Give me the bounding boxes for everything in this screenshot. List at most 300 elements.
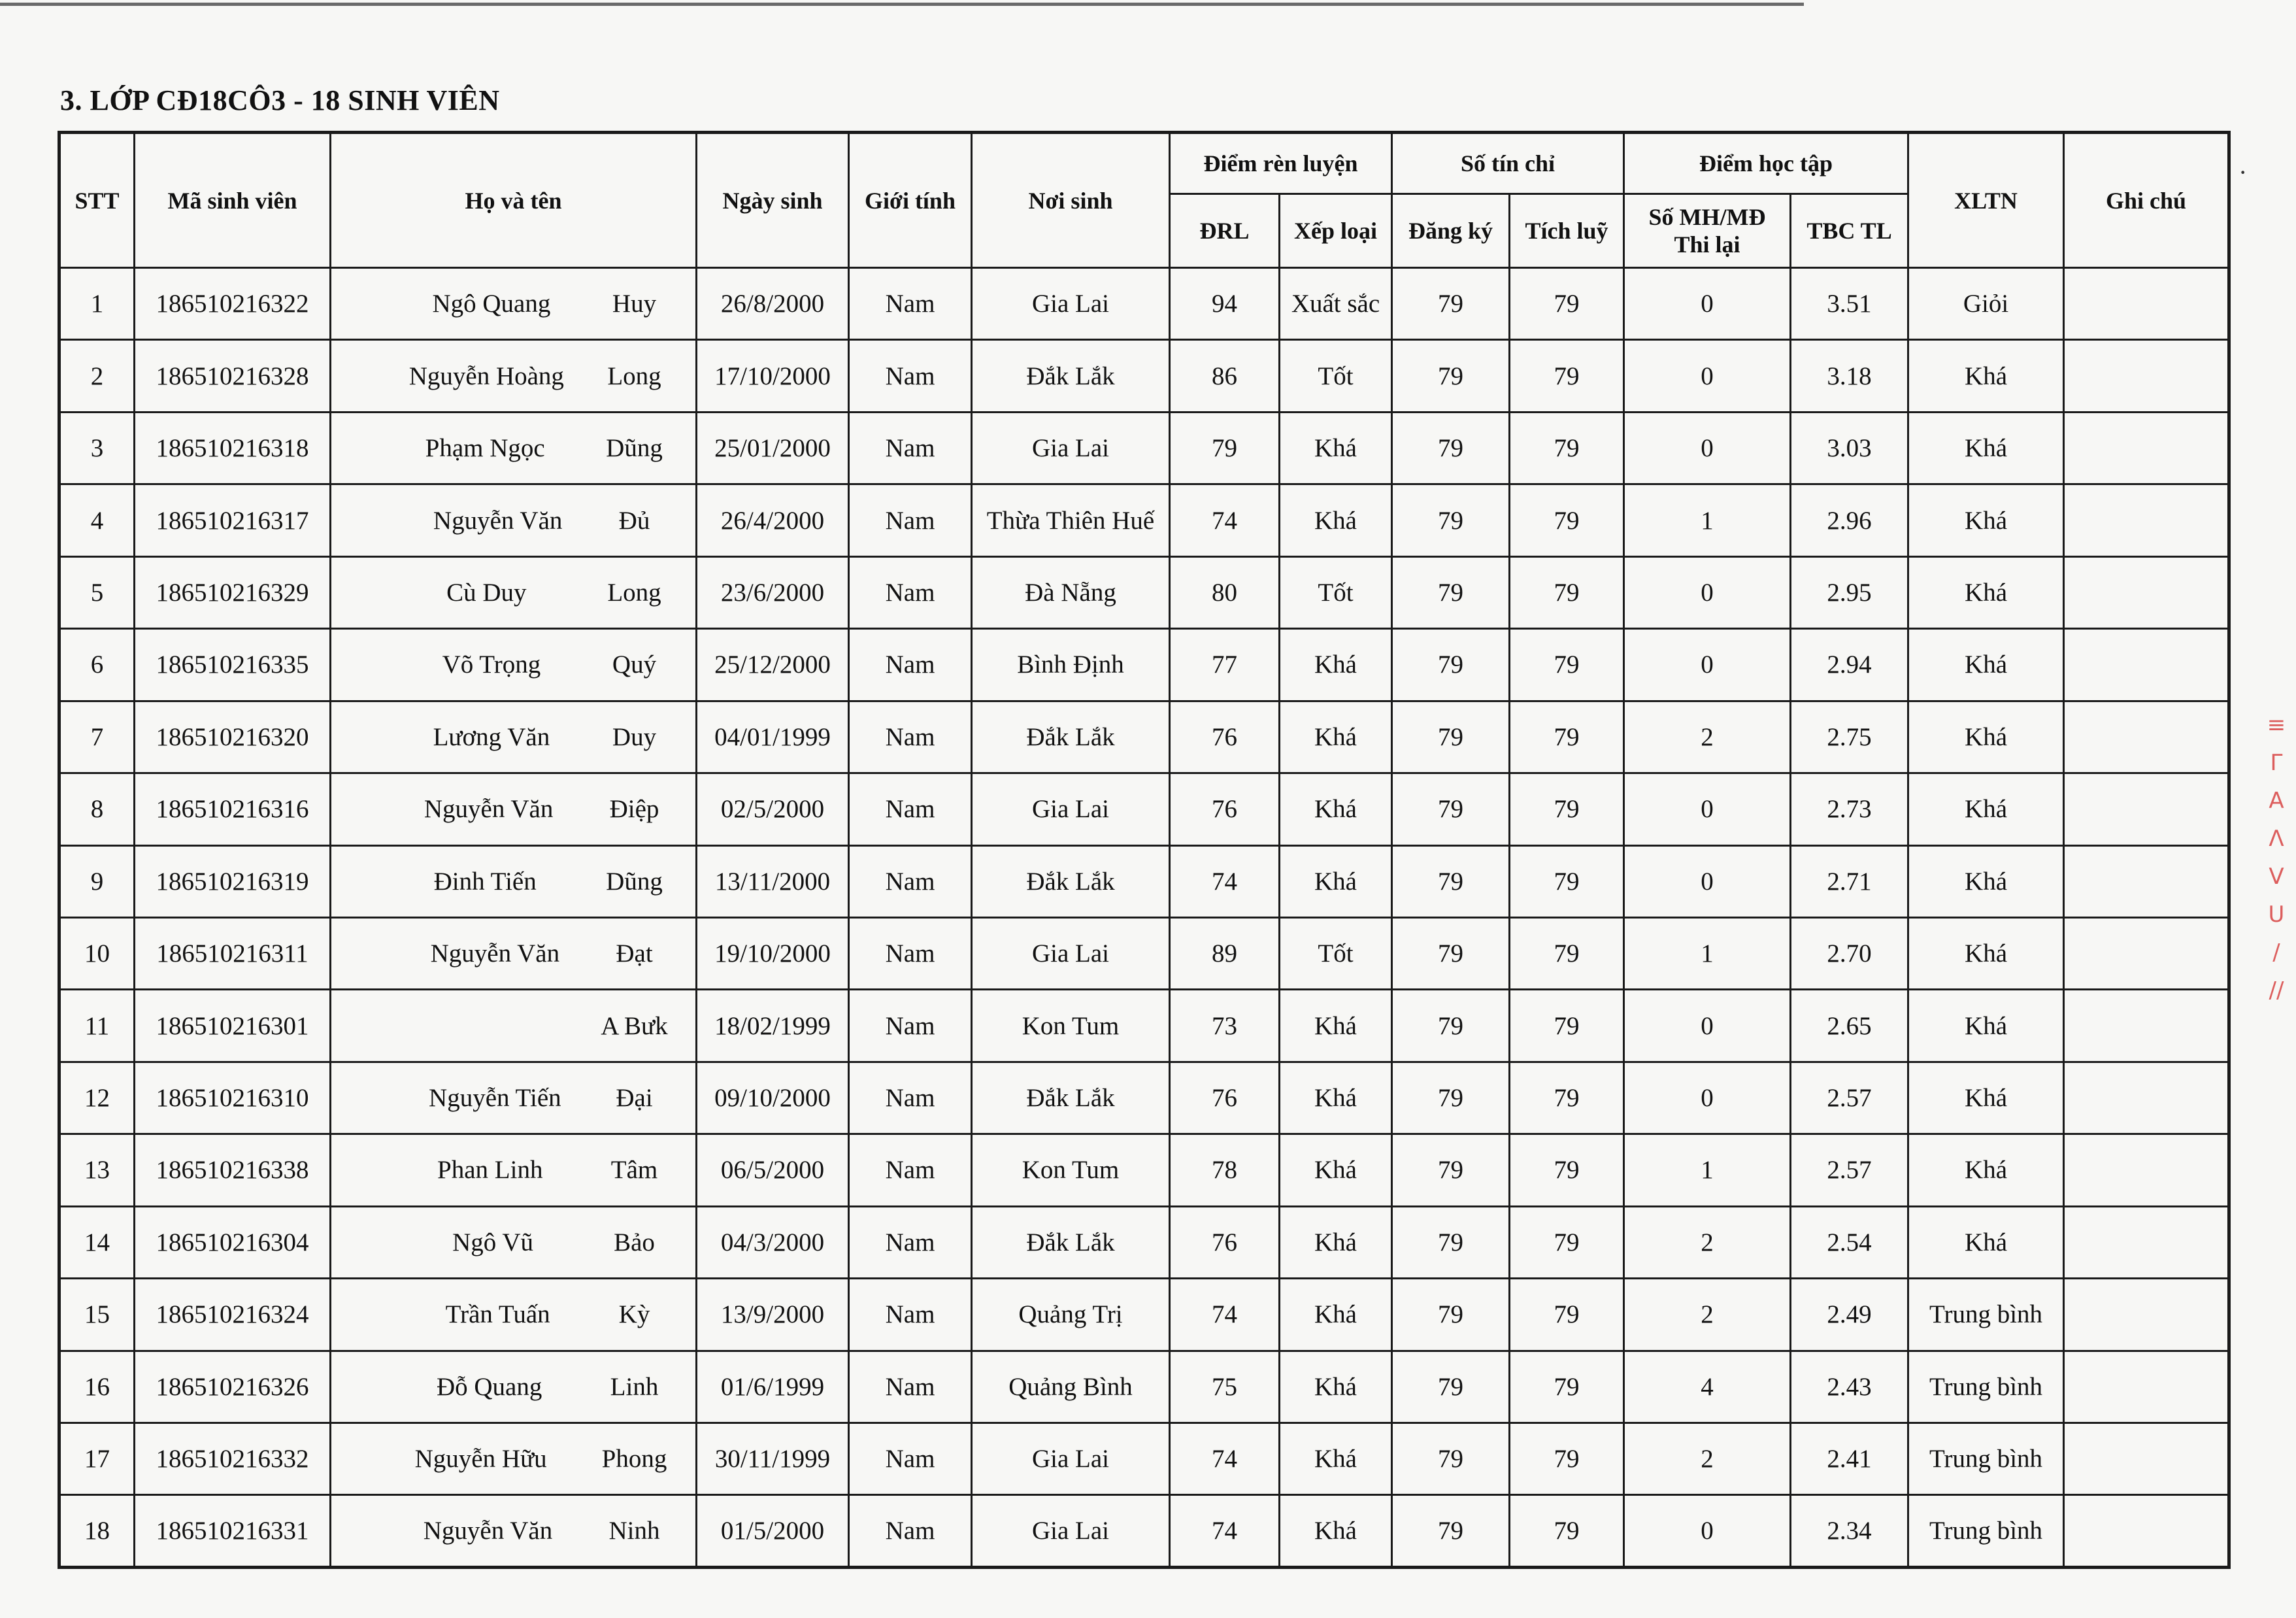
cell-conduct-rank: Khá [1280, 1206, 1392, 1278]
cell-notes [2064, 1134, 2229, 1206]
cell-student-id: 186510216335 [135, 629, 331, 701]
cell-accumulated-credits: 79 [1510, 340, 1624, 412]
cell-conduct-rank: Khá [1280, 845, 1392, 917]
cell-birthplace: Gia Lai [972, 1423, 1170, 1495]
cell-retake-count: 1 [1624, 484, 1791, 556]
table-row [59, 1206, 2229, 1278]
cell-accumulated-credits: 79 [1510, 412, 1624, 484]
cell-conduct-rank: Khá [1280, 484, 1392, 556]
cell-graduation-rank: Khá [1908, 412, 2064, 484]
cell-birth-date: 25/12/2000 [697, 629, 849, 701]
cell-given-name: Đại [616, 1084, 653, 1113]
cell-stt: 12 [59, 1062, 135, 1134]
cell-stt: 15 [59, 1279, 135, 1351]
header-retake-line1: Số MH/MĐ [1648, 204, 1766, 230]
cell-given-name: Ninh [608, 1517, 660, 1545]
cell-registered-credits: 79 [1392, 917, 1510, 989]
cell-drl: 79 [1170, 412, 1280, 484]
table-row [59, 1279, 2229, 1351]
cell-registered-credits: 79 [1392, 412, 1510, 484]
header-gpa: TBC TL [1791, 194, 1908, 268]
cell-accumulated-credits: 79 [1510, 556, 1624, 628]
cell-given-name: Duy [612, 722, 657, 751]
cell-notes [2064, 701, 2229, 773]
cell-full-name [331, 701, 697, 773]
cell-gender: Nam [849, 917, 972, 989]
cell-birthplace: Kon Tum [972, 990, 1170, 1062]
cell-graduation-rank: Khá [1908, 1062, 2064, 1134]
cell-surname: Phạm Ngọc [425, 434, 545, 463]
cell-accumulated-credits: 79 [1510, 1423, 1624, 1495]
cell-full-name [331, 268, 697, 340]
cell-birthplace: Thừa Thiên Huế [972, 484, 1170, 556]
cell-gpa: 3.03 [1791, 412, 1908, 484]
cell-registered-credits: 79 [1392, 268, 1510, 340]
cell-conduct-rank: Khá [1280, 412, 1392, 484]
cell-stt: 16 [59, 1351, 135, 1423]
cell-accumulated-credits: 79 [1510, 1206, 1624, 1278]
cell-surname: Lương Văn [433, 722, 550, 751]
cell-registered-credits: 79 [1392, 990, 1510, 1062]
cell-drl: 94 [1170, 268, 1280, 340]
cell-gender: Nam [849, 629, 972, 701]
cell-retake-count: 2 [1624, 1423, 1791, 1495]
cell-notes [2064, 556, 2229, 628]
cell-conduct-rank: Khá [1280, 990, 1392, 1062]
cell-conduct-rank: Xuất sắc [1280, 268, 1392, 340]
cell-student-id: 186510216332 [135, 1423, 331, 1495]
cell-stt: 7 [59, 701, 135, 773]
header-student-id: Mã sinh viên [135, 133, 331, 268]
cell-surname: Cù Duy [446, 578, 527, 607]
cell-drl: 86 [1170, 340, 1280, 412]
table-row [59, 773, 2229, 845]
cell-conduct-rank: Khá [1280, 1279, 1392, 1351]
cell-drl: 75 [1170, 1351, 1280, 1423]
cell-accumulated-credits: 79 [1510, 1279, 1624, 1351]
cell-birthplace: Đắk Lắk [972, 1206, 1170, 1278]
cell-notes [2064, 412, 2229, 484]
cell-graduation-rank: Trung bình [1908, 1495, 2064, 1568]
cell-full-name [331, 629, 697, 701]
table-row [59, 990, 2229, 1062]
cell-graduation-rank: Khá [1908, 917, 2064, 989]
header-graduation-rank: XLTN [1908, 133, 2064, 268]
cell-drl: 73 [1170, 990, 1280, 1062]
cell-accumulated-credits: 79 [1510, 1495, 1624, 1568]
cell-gpa: 3.18 [1791, 340, 1908, 412]
cell-retake-count: 0 [1624, 1062, 1791, 1134]
cell-birthplace: Đắk Lắk [972, 340, 1170, 412]
cell-gpa: 2.41 [1791, 1423, 1908, 1495]
cell-drl: 74 [1170, 1423, 1280, 1495]
cell-gpa: 2.73 [1791, 773, 1908, 845]
cell-accumulated-credits: 79 [1510, 268, 1624, 340]
cell-surname: Nguyễn Văn [423, 1517, 553, 1545]
cell-gpa: 2.34 [1791, 1495, 1908, 1568]
cell-gender: Nam [849, 556, 972, 628]
cell-drl: 89 [1170, 917, 1280, 989]
cell-graduation-rank: Trung bình [1908, 1423, 2064, 1495]
cell-surname: Đỗ Quang [436, 1372, 542, 1401]
cell-conduct-rank: Khá [1280, 701, 1392, 773]
cell-notes [2064, 340, 2229, 412]
cell-registered-credits: 79 [1392, 556, 1510, 628]
cell-retake-count: 0 [1624, 556, 1791, 628]
cell-given-name: Dũng [606, 434, 663, 463]
header-drl: ĐRL [1170, 194, 1280, 268]
cell-graduation-rank: Khá [1908, 484, 2064, 556]
header-conduct-score-group: Điểm rèn luyện [1170, 133, 1392, 194]
cell-notes [2064, 1423, 2229, 1495]
cell-student-id: 186510216318 [135, 412, 331, 484]
cell-notes [2064, 917, 2229, 989]
header-gender: Giới tính [849, 133, 972, 268]
cell-birth-date: 26/4/2000 [697, 484, 849, 556]
cell-birthplace: Đắk Lắk [972, 845, 1170, 917]
cell-given-name: Phong [601, 1445, 667, 1474]
cell-given-name: Bảo [614, 1228, 655, 1256]
cell-gender: Nam [849, 340, 972, 412]
cell-full-name [331, 1495, 697, 1568]
cell-registered-credits: 79 [1392, 629, 1510, 701]
cell-birth-date: 19/10/2000 [697, 917, 849, 989]
cell-gender: Nam [849, 484, 972, 556]
cell-full-name [331, 845, 697, 917]
cell-conduct-rank: Tốt [1280, 556, 1392, 628]
cell-surname: Nguyễn Văn [430, 939, 560, 968]
scan-mark: · [2238, 158, 2248, 187]
cell-graduation-rank: Khá [1908, 845, 2064, 917]
cell-conduct-rank: Tốt [1280, 340, 1392, 412]
cell-birthplace: Kon Tum [972, 1134, 1170, 1206]
cell-stt: 13 [59, 1134, 135, 1206]
cell-student-id: 186510216338 [135, 1134, 331, 1206]
cell-gender: Nam [849, 1134, 972, 1206]
cell-birthplace: Gia Lai [972, 412, 1170, 484]
cell-retake-count: 1 [1624, 917, 1791, 989]
cell-retake-count: 2 [1624, 1206, 1791, 1278]
cell-full-name [331, 1134, 697, 1206]
table-row [59, 917, 2229, 989]
cell-accumulated-credits: 79 [1510, 990, 1624, 1062]
cell-conduct-rank: Khá [1280, 1134, 1392, 1206]
cell-accumulated-credits: 79 [1510, 1062, 1624, 1134]
cell-birth-date: 23/6/2000 [697, 556, 849, 628]
table-row [59, 556, 2229, 628]
cell-graduation-rank: Khá [1908, 990, 2064, 1062]
cell-surname: Nguyễn Hữu [414, 1445, 547, 1474]
cell-given-name: Quý [612, 650, 657, 679]
cell-conduct-rank: Khá [1280, 773, 1392, 845]
cell-student-id: 186510216319 [135, 845, 331, 917]
cell-birthplace: Bình Định [972, 629, 1170, 701]
cell-notes [2064, 268, 2229, 340]
cell-drl: 74 [1170, 484, 1280, 556]
cell-accumulated-credits: 79 [1510, 629, 1624, 701]
cell-registered-credits: 79 [1392, 1062, 1510, 1134]
cell-birthplace: Gia Lai [972, 917, 1170, 989]
cell-registered-credits: 79 [1392, 1134, 1510, 1206]
header-conduct-rank: Xếp loại [1280, 194, 1392, 268]
cell-conduct-rank: Khá [1280, 1062, 1392, 1134]
cell-graduation-rank: Trung bình [1908, 1279, 2064, 1351]
cell-stt: 6 [59, 629, 135, 701]
cell-gpa: 2.49 [1791, 1279, 1908, 1351]
cell-drl: 77 [1170, 629, 1280, 701]
cell-birth-date: 30/11/1999 [697, 1423, 849, 1495]
cell-graduation-rank: Khá [1908, 629, 2064, 701]
cell-retake-count: 2 [1624, 1279, 1791, 1351]
cell-registered-credits: 79 [1392, 484, 1510, 556]
cell-notes [2064, 773, 2229, 845]
cell-given-name: Đạt [616, 939, 653, 968]
cell-graduation-rank: Trung bình [1908, 1351, 2064, 1423]
cell-notes [2064, 845, 2229, 917]
cell-birthplace: Đắk Lắk [972, 1062, 1170, 1134]
cell-surname: Ngô Quang [432, 290, 551, 318]
cell-given-name: Điệp [609, 795, 659, 824]
header-full-name: Họ và tên [331, 133, 697, 268]
cell-birthplace: Đà Nẵng [972, 556, 1170, 628]
cell-graduation-rank: Giỏi [1908, 268, 2064, 340]
cell-notes [2064, 990, 2229, 1062]
cell-surname: Nguyễn Văn [424, 795, 554, 824]
cell-birthplace: Quảng Bình [972, 1351, 1170, 1423]
cell-registered-credits: 79 [1392, 1495, 1510, 1568]
cell-birth-date: 01/5/2000 [697, 1495, 849, 1568]
cell-gender: Nam [849, 412, 972, 484]
cell-graduation-rank: Khá [1908, 701, 2064, 773]
cell-conduct-rank: Khá [1280, 629, 1392, 701]
cell-full-name [331, 1206, 697, 1278]
cell-drl: 74 [1170, 845, 1280, 917]
cell-birth-date: 25/01/2000 [697, 412, 849, 484]
cell-registered-credits: 79 [1392, 1206, 1510, 1278]
cell-stt: 3 [59, 412, 135, 484]
header-credits-group: Số tín chỉ [1392, 133, 1624, 194]
cell-birthplace: Gia Lai [972, 268, 1170, 340]
cell-student-id: 186510216310 [135, 1062, 331, 1134]
cell-graduation-rank: Khá [1908, 556, 2064, 628]
cell-given-name: Đủ [618, 506, 650, 535]
cell-given-name: Dũng [606, 867, 663, 896]
cell-full-name [331, 412, 697, 484]
cell-accumulated-credits: 79 [1510, 1351, 1624, 1423]
cell-full-name [331, 1062, 697, 1134]
student-results-table [58, 131, 2231, 1569]
cell-graduation-rank: Khá [1908, 1206, 2064, 1278]
cell-registered-credits: 79 [1392, 340, 1510, 412]
cell-surname: Võ Trọng [442, 650, 541, 679]
cell-birth-date: 04/3/2000 [697, 1206, 849, 1278]
cell-birth-date: 01/6/1999 [697, 1351, 849, 1423]
header-stt: STT [59, 133, 135, 268]
cell-student-id: 186510216301 [135, 990, 331, 1062]
cell-notes [2064, 1351, 2229, 1423]
cell-stt: 2 [59, 340, 135, 412]
cell-surname: Phan Linh [437, 1156, 543, 1185]
table-row [59, 845, 2229, 917]
cell-retake-count: 0 [1624, 990, 1791, 1062]
cell-registered-credits: 79 [1392, 1279, 1510, 1351]
cell-notes [2064, 629, 2229, 701]
cell-gpa: 2.96 [1791, 484, 1908, 556]
cell-conduct-rank: Khá [1280, 1351, 1392, 1423]
cell-surname: Trần Tuấn [445, 1300, 550, 1329]
cell-accumulated-credits: 79 [1510, 773, 1624, 845]
cell-given-name: Long [607, 362, 661, 390]
red-stamp-edge: ≡ Γ A Λ V U / // [2267, 712, 2286, 1003]
cell-gender: Nam [849, 990, 972, 1062]
cell-student-id: 186510216324 [135, 1279, 331, 1351]
cell-full-name [331, 1423, 697, 1495]
table-row [59, 1134, 2229, 1206]
cell-surname: Ngô Vũ [452, 1228, 534, 1256]
cell-birth-date: 06/5/2000 [697, 1134, 849, 1206]
cell-accumulated-credits: 79 [1510, 917, 1624, 989]
cell-stt: 8 [59, 773, 135, 845]
cell-full-name [331, 1351, 697, 1423]
cell-registered-credits: 79 [1392, 1351, 1510, 1423]
cell-student-id: 186510216316 [135, 773, 331, 845]
cell-notes [2064, 1062, 2229, 1134]
cell-notes [2064, 484, 2229, 556]
cell-conduct-rank: Khá [1280, 1495, 1392, 1568]
cell-student-id: 186510216311 [135, 917, 331, 989]
cell-birth-date: 09/10/2000 [697, 1062, 849, 1134]
cell-drl: 80 [1170, 556, 1280, 628]
cell-student-id: 186510216320 [135, 701, 331, 773]
cell-drl: 74 [1170, 1495, 1280, 1568]
cell-gpa: 2.57 [1791, 1134, 1908, 1206]
cell-drl: 76 [1170, 1206, 1280, 1278]
table-body [59, 268, 2229, 1568]
cell-given-name: Kỳ [618, 1300, 650, 1329]
cell-student-id: 186510216322 [135, 268, 331, 340]
cell-conduct-rank: Tốt [1280, 917, 1392, 989]
cell-gpa: 2.70 [1791, 917, 1908, 989]
cell-student-id: 186510216304 [135, 1206, 331, 1278]
cell-birthplace: Quảng Trị [972, 1279, 1170, 1351]
cell-retake-count: 0 [1624, 1495, 1791, 1568]
cell-given-name: Tâm [610, 1156, 658, 1185]
cell-gpa: 2.43 [1791, 1351, 1908, 1423]
cell-accumulated-credits: 79 [1510, 845, 1624, 917]
cell-stt: 10 [59, 917, 135, 989]
cell-birth-date: 13/11/2000 [697, 845, 849, 917]
cell-gender: Nam [849, 1495, 972, 1568]
cell-graduation-rank: Khá [1908, 340, 2064, 412]
cell-stt: 14 [59, 1206, 135, 1278]
cell-drl: 76 [1170, 1062, 1280, 1134]
cell-stt: 9 [59, 845, 135, 917]
cell-gender: Nam [849, 1062, 972, 1134]
cell-drl: 76 [1170, 701, 1280, 773]
cell-surname: Nguyễn Hoàng [408, 362, 564, 390]
cell-gpa: 2.71 [1791, 845, 1908, 917]
cell-given-name: Linh [610, 1372, 659, 1401]
cell-given-name: Huy [612, 290, 657, 318]
table-row [59, 629, 2229, 701]
cell-registered-credits: 79 [1392, 1423, 1510, 1495]
cell-gender: Nam [849, 268, 972, 340]
cell-gpa: 2.75 [1791, 701, 1908, 773]
cell-stt: 18 [59, 1495, 135, 1568]
header-birth-date: Ngày sinh [697, 133, 849, 268]
cell-retake-count: 0 [1624, 340, 1791, 412]
cell-gender: Nam [849, 701, 972, 773]
table-row [59, 1062, 2229, 1134]
header-notes: Ghi chú [2064, 133, 2229, 268]
cell-drl: 76 [1170, 773, 1280, 845]
cell-notes [2064, 1206, 2229, 1278]
table-row [59, 1351, 2229, 1423]
cell-gpa: 2.94 [1791, 629, 1908, 701]
cell-retake-count: 1 [1624, 1134, 1791, 1206]
cell-gender: Nam [849, 1206, 972, 1278]
cell-birthplace: Gia Lai [972, 1495, 1170, 1568]
cell-gender: Nam [849, 845, 972, 917]
cell-drl: 74 [1170, 1279, 1280, 1351]
cell-retake-count: 0 [1624, 845, 1791, 917]
cell-birthplace: Đắk Lắk [972, 701, 1170, 773]
cell-full-name [331, 1279, 697, 1351]
cell-graduation-rank: Khá [1908, 773, 2064, 845]
header-accumulated-credits: Tích luỹ [1510, 194, 1624, 268]
cell-gpa: 2.57 [1791, 1062, 1908, 1134]
cell-full-name [331, 484, 697, 556]
cell-birth-date: 04/01/1999 [697, 701, 849, 773]
table-row [59, 701, 2229, 773]
header-registered-credits: Đăng ký [1392, 194, 1510, 268]
cell-birth-date: 17/10/2000 [697, 340, 849, 412]
cell-surname: Đinh Tiến [433, 867, 537, 896]
cell-given-name: Long [607, 578, 661, 607]
cell-stt: 5 [59, 556, 135, 628]
cell-surname: Nguyễn Tiến [429, 1084, 561, 1113]
cell-registered-credits: 79 [1392, 773, 1510, 845]
cell-retake-count: 2 [1624, 701, 1791, 773]
table-row [59, 1423, 2229, 1495]
cell-birth-date: 18/02/1999 [697, 990, 849, 1062]
header-retake-line2: Thi lại [1674, 231, 1740, 258]
header-retake-count [1624, 194, 1791, 268]
cell-birth-date: 02/5/2000 [697, 773, 849, 845]
cell-student-id: 186510216317 [135, 484, 331, 556]
cell-student-id: 186510216329 [135, 556, 331, 628]
cell-gpa: 2.54 [1791, 1206, 1908, 1278]
cell-gpa: 2.95 [1791, 556, 1908, 628]
cell-accumulated-credits: 79 [1510, 1134, 1624, 1206]
header-row-1 [59, 133, 2229, 194]
page-top-border [0, 3, 1804, 6]
cell-gender: Nam [849, 1423, 972, 1495]
header-academic-score-group: Điểm học tập [1624, 133, 1908, 194]
cell-notes [2064, 1495, 2229, 1568]
cell-full-name [331, 990, 697, 1062]
cell-gpa: 2.65 [1791, 990, 1908, 1062]
cell-stt: 11 [59, 990, 135, 1062]
cell-student-id: 186510216326 [135, 1351, 331, 1423]
table-row [59, 412, 2229, 484]
cell-accumulated-credits: 79 [1510, 484, 1624, 556]
cell-birthplace: Gia Lai [972, 773, 1170, 845]
table-row [59, 340, 2229, 412]
cell-birth-date: 13/9/2000 [697, 1279, 849, 1351]
cell-graduation-rank: Khá [1908, 1134, 2064, 1206]
header-birthplace: Nơi sinh [972, 133, 1170, 268]
